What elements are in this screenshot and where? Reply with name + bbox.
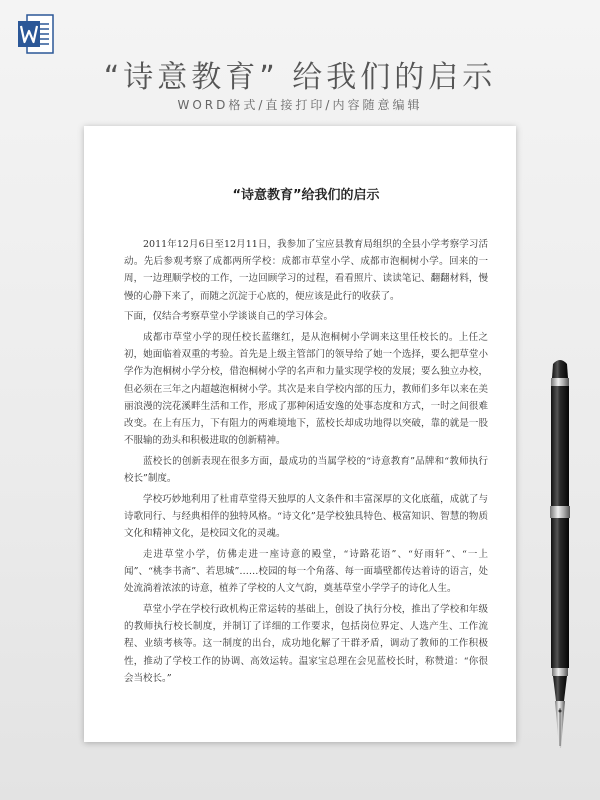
paragraph: 走进草堂小学，仿佛走进一座诗意的殿堂，“诗路花语”、“好雨轩”、“一上闻”、“桃李书斋”、若思城”……校园的每一个角落、每一面墙壁都传达着诗的语言，处处流淌着浓浓的诗意，植养了学校的人文气韵，奠基草堂小学学子的诗化人生。 xyxy=(124,548,488,595)
word-icon xyxy=(17,13,55,55)
paragraph: 成都市草堂小学的现任校长蓝继红，是从泡桐树小学调来这里任校长的。上任之初，她面临着双重的考验。首先是上级主管部门的领导给了她一个选择，要么把草堂小学作为泡桐树小学分校，借泡桐树小学的名声和力量实现学校的发展；要么独立办校，但必须在三年之内超越泡桐树小学。其次是来自学校内部的压力，教师们多年以来在美丽浪漫的浣花溪畔生活和工作，形成了那种闲适安逸的处事态度和方式，一时之间很难改变。在上有压力，下有阻力的两难境地下，蓝校长却成功地得以突破，靠的就是一股不服输的劲头和积极进取的创新精神。 xyxy=(124,332,488,447)
document-page xyxy=(84,126,516,742)
banner-title: “诗意教育” 给我们的启示 xyxy=(103,60,497,95)
banner-subtitle: WORD格式/直接打印/内容随意编辑 xyxy=(177,98,423,112)
fountain-pen-image xyxy=(540,356,580,756)
paragraph: 下面，仅结合考察草堂小学谈谈自己的学习体会。 xyxy=(124,311,334,323)
document-title: “诗意教育”给我们的启示 xyxy=(232,188,380,203)
paragraph: 2011年12月6日至12月11日，我参加了宝应县教育局组织的全县小学考察学习活动。先后参观考察了成都两所学校：成都市草堂小学、成都市泡桐树小学。回来的一周，一边理顺学校的工作，一边回顾学习的过程，看看照片、读读笔记、翻翻材料，慢慢的心静下来了，而随之沉淀于心底的，便应该是此行的收获了。 xyxy=(124,239,488,302)
paragraph: 蓝校长的创新表现在很多方面，最成功的当属学校的“诗意教育”品牌和“教师执行校长”制度。 xyxy=(124,455,488,485)
paragraph: 草堂小学在学校行政机构正常运转的基础上，创设了执行分校，推出了学校和年级的教师执行校长制度，并制订了详细的工作要求，包括岗位界定、人选产生、工作流程、业绩考核等。这一制度的出台，成功地化解了干群矛盾，调动了教师的工作积极性，推动了学校工作的协调、高效运转。温家宝总理在会见蓝校长时，称赞道：“你很会当校长。” xyxy=(124,604,488,684)
paragraph: 学校巧妙地利用了杜甫草堂得天独厚的人文条件和丰富深厚的文化底蕴，成就了与诗歌同行、与经典相伴的独特风格。“诗文化”是学校独具特色、极富知识、智慧的物质文化和精神文化，是校园文化的灵魂。 xyxy=(124,493,488,540)
